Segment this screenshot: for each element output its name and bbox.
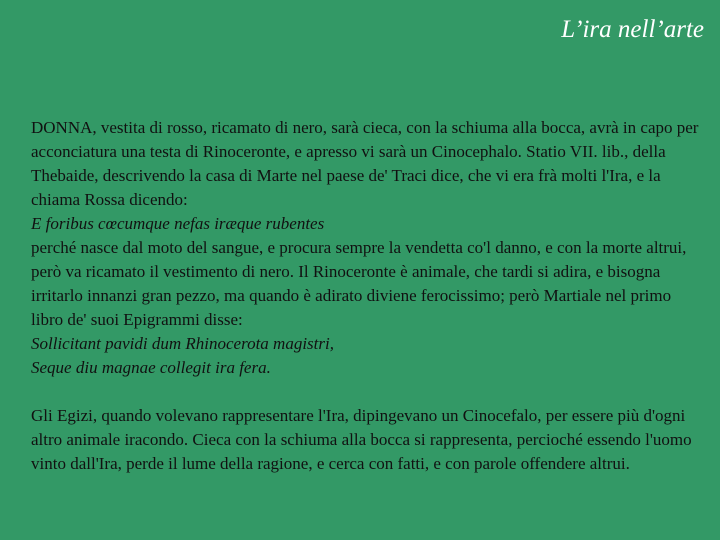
quote-martial-line-2: Seque diu magnae collegit ira fera.	[31, 358, 271, 377]
paragraph-egyptians: Gli Egizi, quando volevano rappresentare l'Ira, dipingevano un Cinocefalo, per essere più d'ogni altro animale iracondo. Cieca con la schiuma alla bocca si rappresenta, percioché essendo l'uomo vinto dall'Ira, perde il lume della ragione, e cerca con fatti, e con parole offendere altrui.	[31, 406, 692, 473]
slide-title: L’ira nell’arte	[561, 16, 704, 43]
paragraph-explanation: perché nasce dal moto del sangue, e procura sempre la vendetta co'l danno, e con la morte altrui, però va ricamato il vestimento di nero. Il Rinoceronte è animale, che tardi si adira, e bisogna irritarlo innanzi gran pezzo, ma quando è adirato diviene ferocissimo; però Martiale nel primo libro de' suoi Epigrammi disse:	[31, 238, 687, 329]
slide-body	[31, 116, 701, 476]
quote-martial-line-1: Sollicitant pavidi dum Rhinocerota magistri,	[31, 334, 334, 353]
paragraph-description: DONNA, vestita di rosso, ricamato di nero, sarà cieca, con la schiuma alla bocca, avrà in capo per acconciatura una testa di Rinoceronte, e apresso vi sarà un Cinocephalo. Statio VII. lib., della Thebaide, descrivendo la casa di Marte nel paese de' Traci dice, che vi era frà molti l'Ira, e la chiama Rossa dicendo:	[31, 118, 699, 209]
quote-thebaide: E foribus cœcumque nefas iræque rubentes	[31, 214, 325, 233]
paragraph-spacer	[31, 380, 701, 404]
